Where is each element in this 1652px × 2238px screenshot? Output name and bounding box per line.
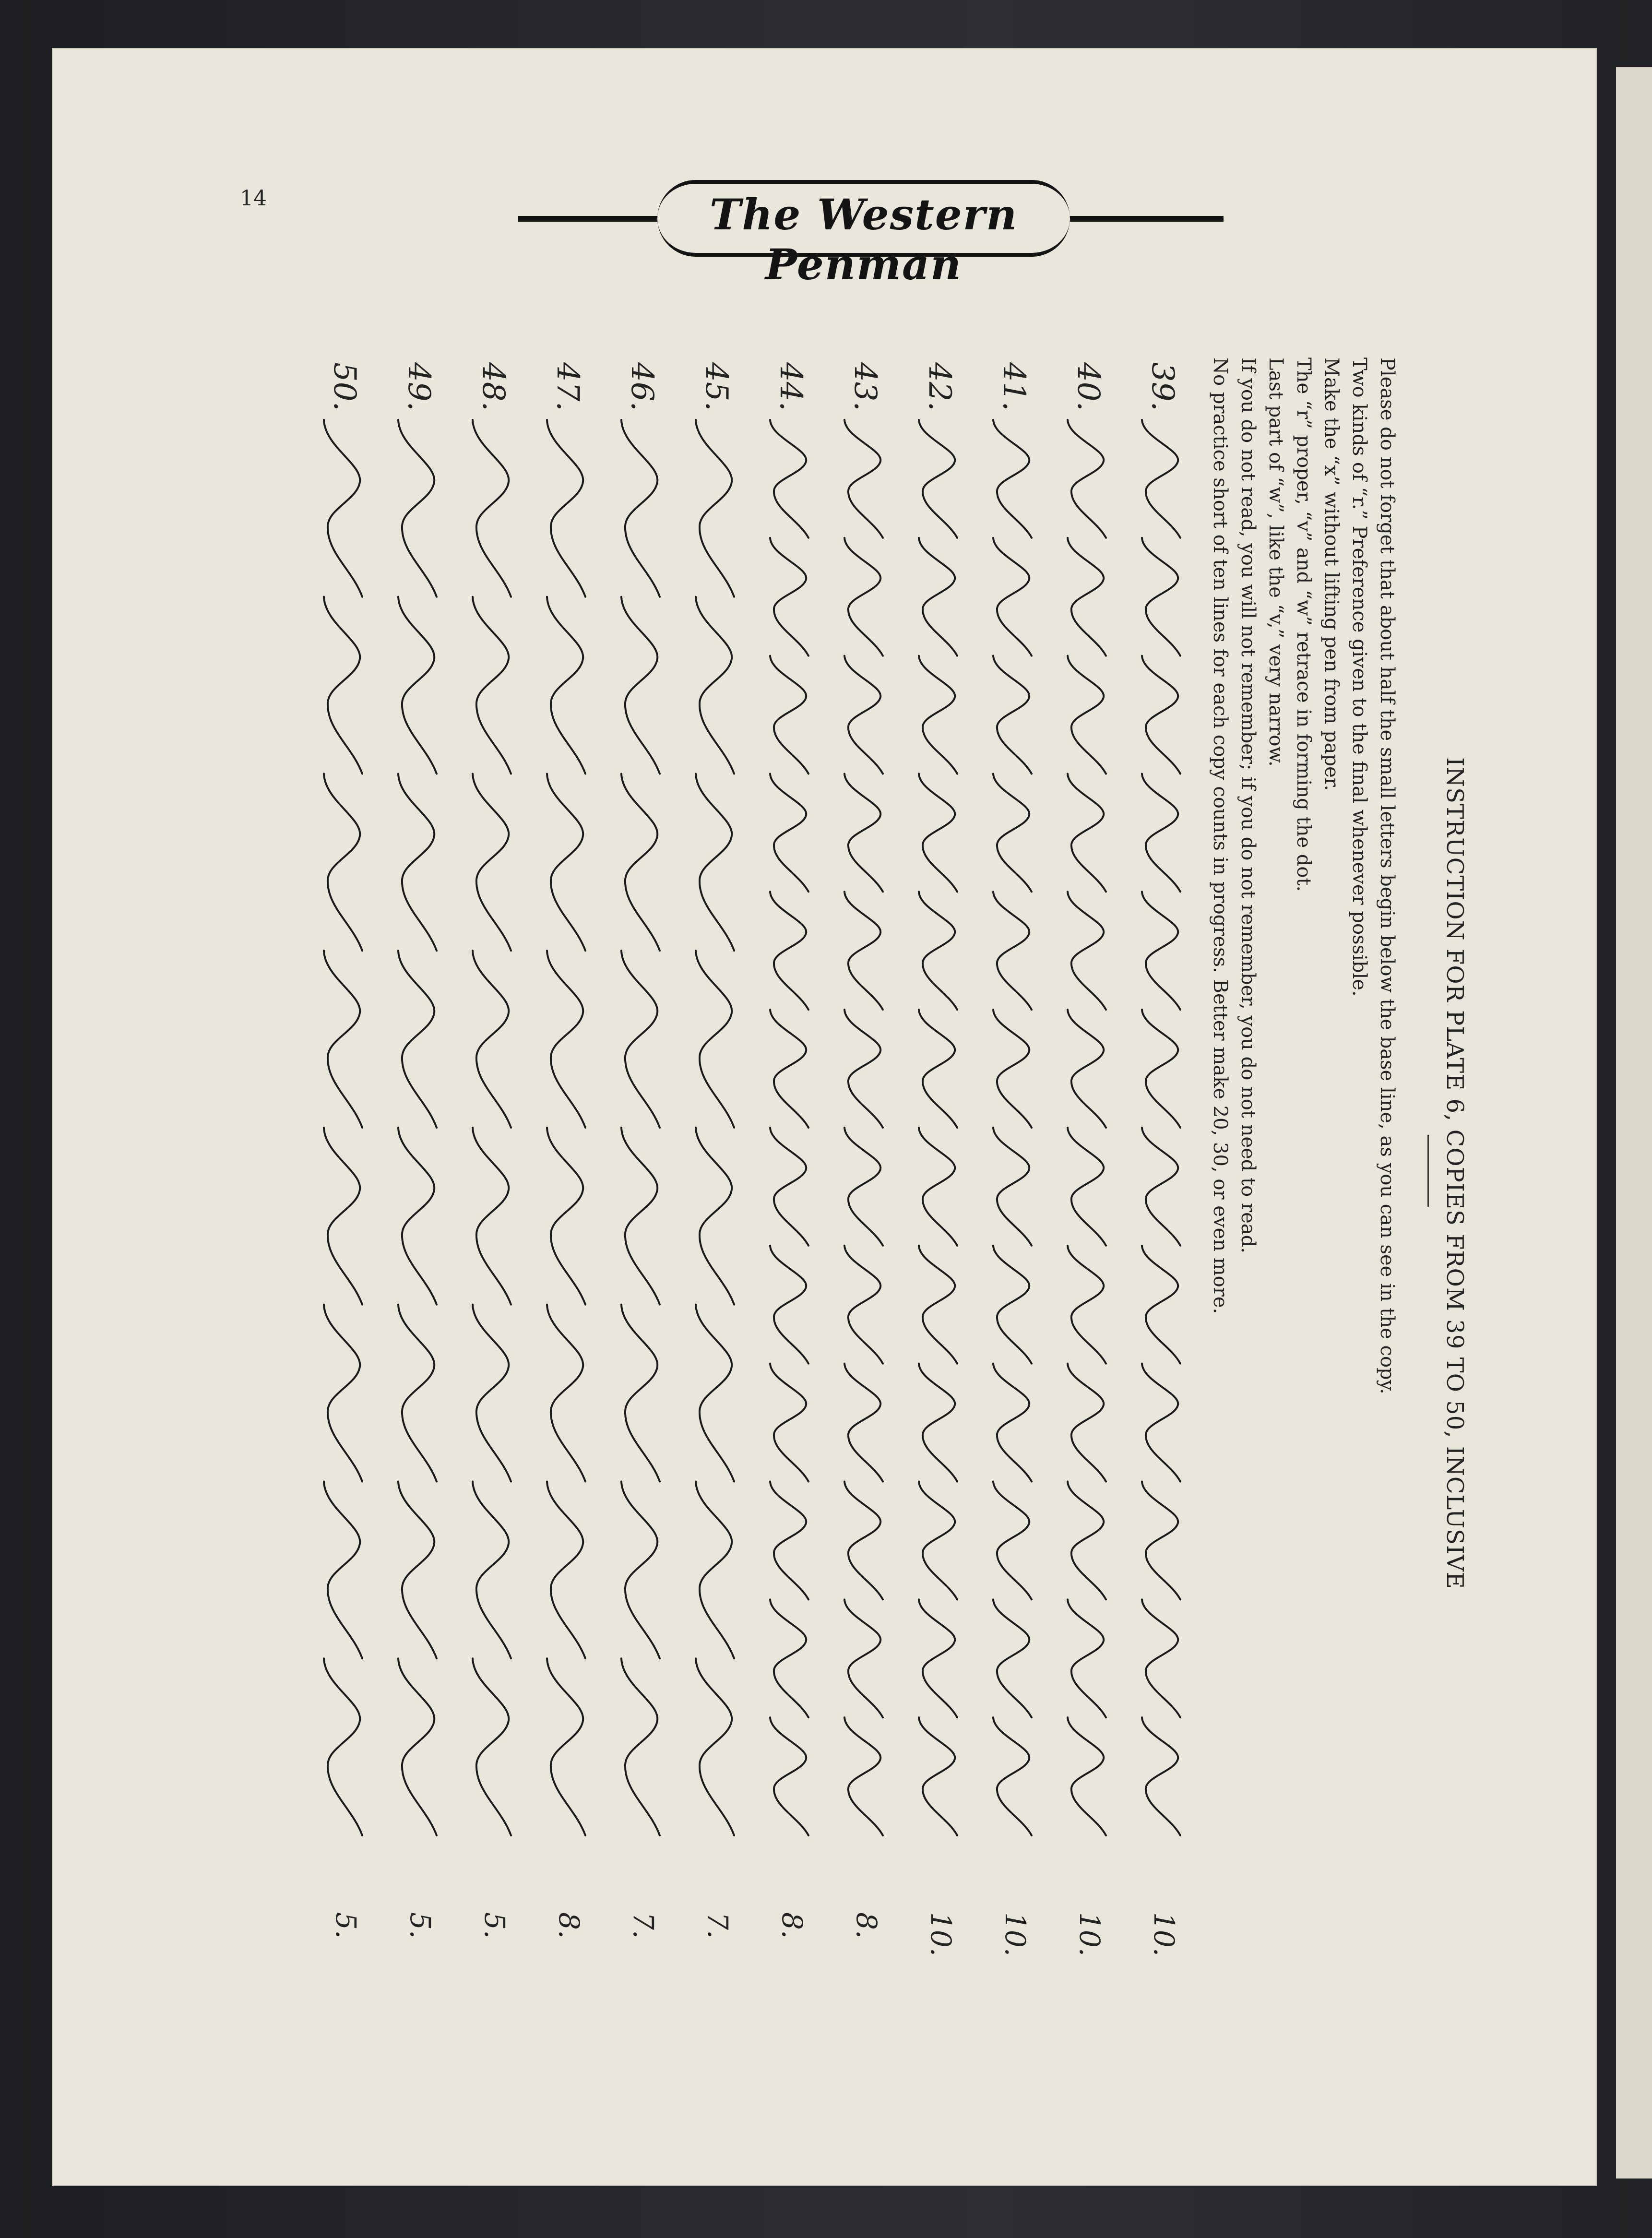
copy-count: 10.: [1073, 1912, 1106, 1957]
pen-stroke: [993, 1010, 1032, 1128]
pen-stroke: [844, 1364, 883, 1482]
page-number: 14: [240, 186, 267, 211]
pen-stroke: [621, 1305, 660, 1482]
pen-stroke: [696, 1128, 734, 1305]
pen-stroke: [919, 1482, 957, 1600]
pen-stroke: [324, 951, 362, 1128]
pen-stroke: [398, 1482, 437, 1659]
pen-stroke: [919, 420, 957, 538]
pen-stroke: [324, 1305, 362, 1482]
copy-row: [830, 357, 902, 1989]
copy-count: 10.: [1148, 1912, 1180, 1957]
pen-stroke: [844, 656, 883, 774]
pen-stroke: [770, 1717, 808, 1835]
pen-stroke: [1142, 774, 1180, 892]
pen-stroke: [1142, 420, 1180, 538]
pen-stroke: [844, 892, 883, 1010]
pen-stroke: [844, 774, 883, 892]
pen-stroke: [547, 1128, 585, 1305]
pen-stroke: [1068, 1364, 1106, 1482]
copy-number: 44.: [773, 362, 808, 411]
copy-count: 10.: [999, 1912, 1032, 1957]
pen-stroke: [844, 538, 883, 656]
pen-stroke: [324, 1128, 362, 1305]
pen-stroke: [621, 1658, 660, 1835]
handwriting-strokes: [681, 410, 753, 1850]
pen-stroke: [473, 1128, 511, 1305]
copy-number: 41.: [996, 362, 1032, 411]
pen-stroke: [473, 1482, 511, 1659]
instruction-list: [1206, 357, 1401, 1989]
copy-row: [533, 357, 605, 1989]
instruction-line: Make the “x” without lifting pen from paper.: [1320, 357, 1343, 791]
title-rule: [1427, 1135, 1429, 1207]
pen-stroke: [473, 1658, 511, 1835]
pen-stroke: [621, 420, 660, 597]
pen-stroke: [621, 951, 660, 1128]
adjacent-page-edge: [1616, 67, 1652, 2178]
copy-number: 45.: [699, 362, 734, 411]
copy-row: [1128, 357, 1200, 1989]
pen-stroke: [1068, 1246, 1106, 1364]
pen-stroke: [919, 774, 957, 892]
pen-stroke: [1068, 420, 1106, 538]
copy-number: 42.: [922, 362, 957, 411]
pen-stroke: [919, 1246, 957, 1364]
pen-stroke: [696, 597, 734, 774]
pen-stroke: [1068, 1482, 1106, 1600]
pen-stroke: [993, 1599, 1032, 1717]
copy-row: [756, 357, 828, 1989]
instruction-line: Last part of “w”, like the “v,” very narrow.: [1265, 357, 1287, 767]
handwriting-strokes: [384, 410, 456, 1850]
pen-stroke: [1068, 1128, 1106, 1246]
copy-number: 43.: [847, 362, 883, 411]
pen-stroke: [1142, 538, 1180, 656]
pen-stroke: [398, 951, 437, 1128]
pen-stroke: [993, 1482, 1032, 1600]
pen-stroke: [1142, 1364, 1180, 1482]
pen-stroke: [844, 1717, 883, 1835]
pen-stroke: [1142, 1128, 1180, 1246]
pen-stroke: [770, 1599, 808, 1717]
copy-count: 10.: [925, 1912, 957, 1957]
copy-row: [309, 357, 381, 1989]
pen-stroke: [770, 1010, 808, 1128]
copy-count: 8.: [776, 1912, 808, 1939]
copy-count: 7.: [627, 1912, 660, 1939]
pen-stroke: [696, 1482, 734, 1659]
pen-stroke: [1142, 1717, 1180, 1835]
pen-stroke: [398, 420, 437, 597]
pen-stroke: [1068, 774, 1106, 892]
instruction-line: If you do not read, you will not remember; if you do not remember, you do not need to read.: [1237, 357, 1259, 1253]
handwriting-strokes: [458, 410, 530, 1850]
pen-stroke: [919, 1010, 957, 1128]
pen-stroke: [919, 1364, 957, 1482]
pen-stroke: [1068, 892, 1106, 1010]
pen-stroke: [696, 1658, 734, 1835]
pen-stroke: [1142, 1599, 1180, 1717]
handwriting-strokes: [309, 410, 381, 1850]
pen-stroke: [770, 1364, 808, 1482]
pen-stroke: [473, 951, 511, 1128]
pen-stroke: [1142, 656, 1180, 774]
pen-stroke: [621, 1128, 660, 1305]
pen-stroke: [398, 1658, 437, 1835]
pen-stroke: [1142, 1010, 1180, 1128]
masthead: [518, 170, 1224, 289]
handwriting-strokes: [830, 410, 902, 1850]
pen-stroke: [621, 774, 660, 951]
masthead-logo: [657, 180, 1070, 289]
handwriting-strokes: [533, 410, 605, 1850]
pen-stroke: [473, 774, 511, 951]
pen-stroke: [770, 1246, 808, 1364]
copy-number: 48.: [475, 362, 511, 411]
pen-stroke: [324, 420, 362, 597]
pen-stroke: [844, 1246, 883, 1364]
copy-row: [458, 357, 530, 1989]
pen-stroke: [770, 774, 808, 892]
pen-stroke: [919, 1717, 957, 1835]
pen-stroke: [993, 892, 1032, 1010]
pen-stroke: [844, 1010, 883, 1128]
copy-number: 50.: [327, 362, 362, 411]
pen-stroke: [919, 892, 957, 1010]
instruction-line: No practice short of ten lines for each copy counts in progress. Better make 20, 30, or even more.: [1209, 357, 1231, 1314]
pen-stroke: [1068, 1717, 1106, 1835]
pen-stroke: [919, 656, 957, 774]
pen-stroke: [547, 420, 585, 597]
pen-stroke: [1142, 892, 1180, 1010]
instruction-line: The “r” proper, “v” and “w” retrace in forming the dot.: [1293, 357, 1315, 892]
pen-stroke: [696, 1305, 734, 1482]
pen-stroke: [473, 1305, 511, 1482]
pen-stroke: [324, 774, 362, 951]
copy-row: [904, 357, 976, 1989]
copy-row: [607, 357, 679, 1989]
pen-stroke: [844, 1599, 883, 1717]
pen-stroke: [547, 951, 585, 1128]
instruction-line: Two kinds of “r.” Preference given to the final whenever possible.: [1348, 357, 1370, 997]
pen-stroke: [398, 1305, 437, 1482]
pen-stroke: [473, 420, 511, 597]
pen-stroke: [844, 1128, 883, 1246]
pen-stroke: [1142, 1246, 1180, 1364]
copy-count: 8.: [553, 1912, 585, 1939]
pen-stroke: [324, 1482, 362, 1659]
pen-stroke: [473, 597, 511, 774]
copy-row: [1053, 357, 1125, 1989]
pen-stroke: [993, 538, 1032, 656]
pen-stroke: [547, 1482, 585, 1659]
handwriting-strokes: [1053, 410, 1125, 1850]
pen-stroke: [993, 774, 1032, 892]
pen-stroke: [993, 656, 1032, 774]
instruction-title: INSTRUCTION FOR PLATE 6, COPIES FROM 39 TO 50, INCLUSIVE: [1441, 757, 1468, 1589]
pen-stroke: [324, 1658, 362, 1835]
pen-stroke: [696, 420, 734, 597]
pen-stroke: [547, 774, 585, 951]
pen-stroke: [547, 1305, 585, 1482]
pen-stroke: [621, 1482, 660, 1659]
masthead-logo-text: The Western Penman: [709, 190, 1018, 289]
copy-row: [979, 357, 1051, 1989]
copy-count: 5.: [478, 1912, 511, 1939]
copy-number: 39.: [1145, 362, 1180, 411]
copy-count: 7.: [701, 1912, 734, 1939]
copy-row: [384, 357, 456, 1989]
copy-number: 46.: [624, 362, 660, 411]
pen-stroke: [1142, 1482, 1180, 1600]
rotated-plate: [283, 357, 1468, 1989]
copy-number: 40.: [1070, 362, 1106, 411]
handwriting-strokes: [756, 410, 828, 1850]
copy-number: 49.: [401, 362, 437, 411]
pen-stroke: [919, 1599, 957, 1717]
pen-stroke: [398, 774, 437, 951]
pen-stroke: [770, 892, 808, 1010]
pen-stroke: [844, 1482, 883, 1600]
pen-stroke: [1068, 1010, 1106, 1128]
pen-stroke: [993, 1128, 1032, 1246]
pen-stroke: [919, 538, 957, 656]
copy-number: 47.: [550, 362, 585, 411]
pen-stroke: [993, 1717, 1032, 1835]
pen-stroke: [696, 774, 734, 951]
pen-stroke: [621, 597, 660, 774]
pen-stroke: [324, 597, 362, 774]
pen-stroke: [770, 420, 808, 538]
pen-stroke: [770, 1482, 808, 1600]
pen-stroke: [993, 1364, 1032, 1482]
pen-stroke: [696, 951, 734, 1128]
copy-row: [681, 357, 753, 1989]
handwriting-strokes: [904, 410, 976, 1850]
pen-stroke: [770, 538, 808, 656]
pen-stroke: [398, 1128, 437, 1305]
copy-count: 5.: [330, 1912, 362, 1939]
pen-stroke: [1068, 656, 1106, 774]
pen-stroke: [398, 597, 437, 774]
pen-stroke: [547, 597, 585, 774]
copy-count: 5.: [404, 1912, 437, 1939]
copy-count: 8.: [850, 1912, 883, 1939]
handwriting-strokes: [607, 410, 679, 1850]
pen-stroke: [993, 420, 1032, 538]
pen-stroke: [770, 656, 808, 774]
pen-stroke: [919, 1128, 957, 1246]
handwriting-strokes: [979, 410, 1051, 1850]
pen-stroke: [547, 1658, 585, 1835]
pen-stroke: [1068, 1599, 1106, 1717]
pen-stroke: [844, 420, 883, 538]
pen-stroke: [993, 1246, 1032, 1364]
pen-stroke: [770, 1128, 808, 1246]
instruction-line: Please do not forget that about half the small letters begin below the base line, as you can see in the copy.: [1376, 357, 1398, 1394]
handwriting-strokes: [1128, 410, 1200, 1850]
pen-stroke: [1068, 538, 1106, 656]
